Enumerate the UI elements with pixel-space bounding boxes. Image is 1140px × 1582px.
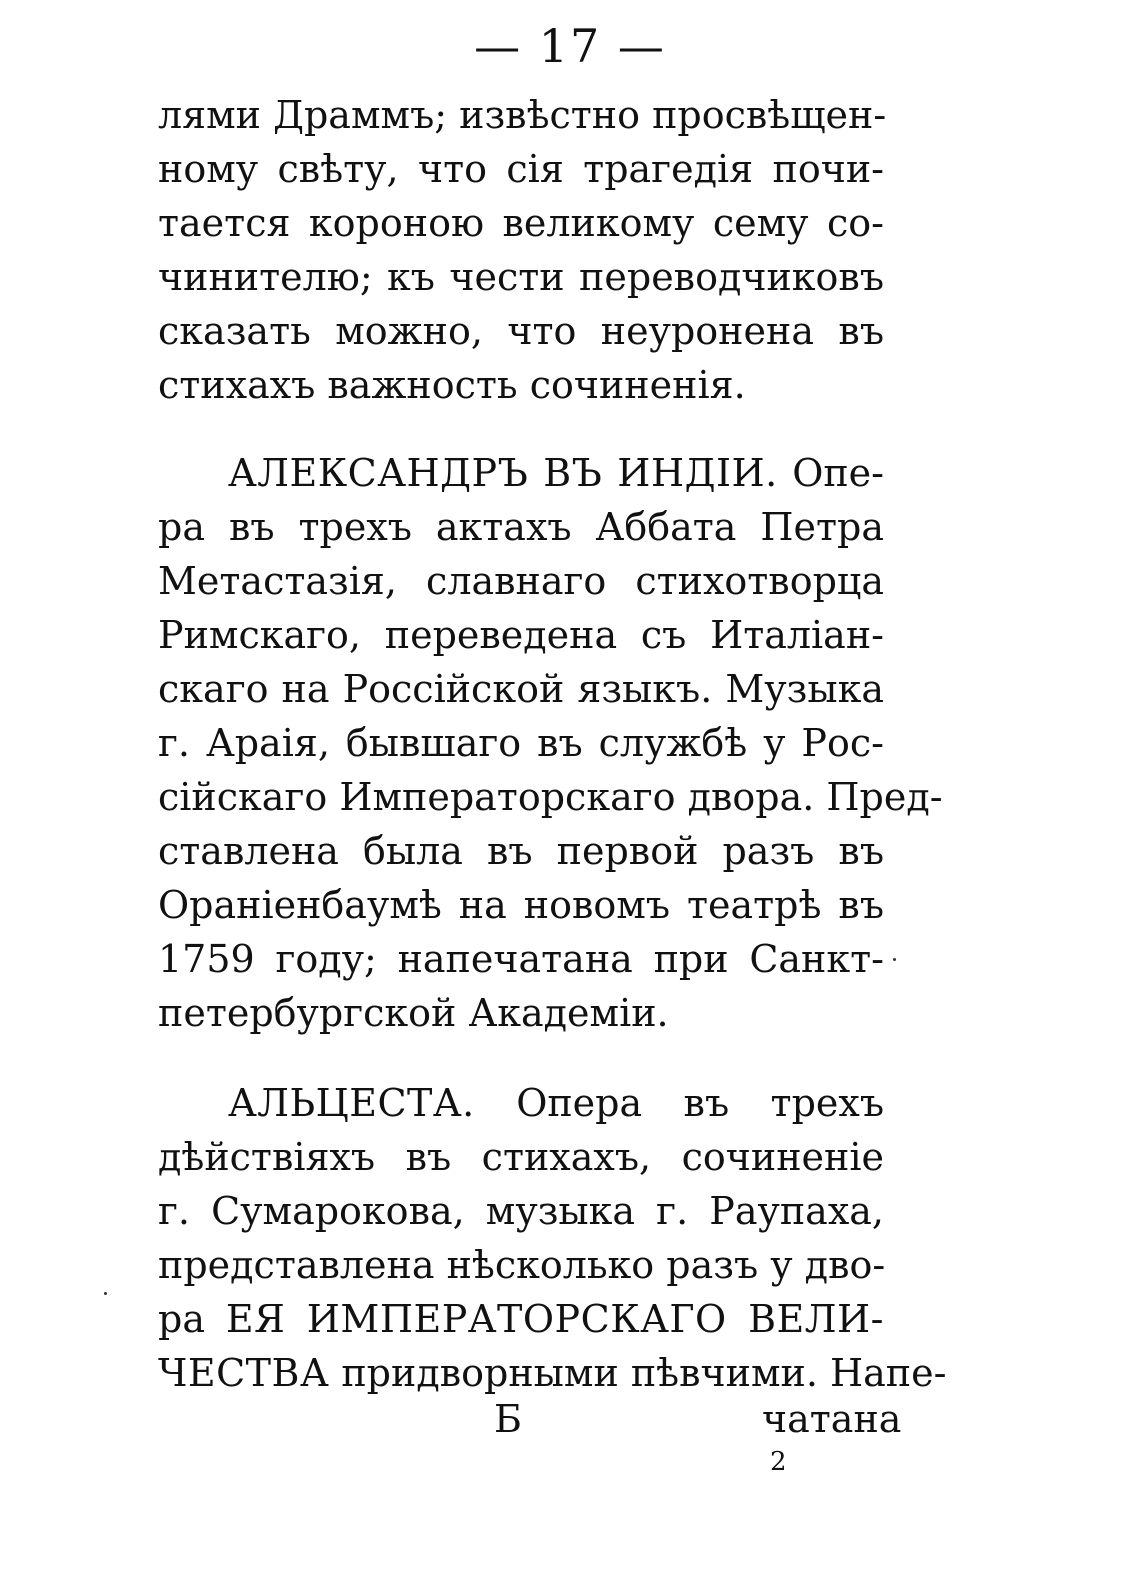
footer-line — [0, 1392, 1140, 1446]
text-line: 1759 году; напечатана при Санкт- — [158, 937, 884, 981]
entry-heading-continuation: Опера въ трехъ — [516, 1081, 884, 1125]
entry-first-line — [158, 1076, 884, 1130]
text-suffix: придворными пѣвчими. Напе- — [341, 1351, 947, 1395]
text-line: ному свѣту, что сія трагедія почи- — [158, 147, 884, 191]
entry-alceste — [158, 1076, 947, 1400]
text-line: скаго на Россійской языкъ. Музыка — [158, 667, 884, 711]
text-line: ставлена была въ первой разъ въ — [158, 829, 884, 873]
text-line: сійскаго Императорскаго двора. Пред- — [158, 775, 943, 819]
entry-first-line — [158, 446, 884, 500]
text-line: лями Драммъ; извѣстно просвѣщен- — [158, 93, 887, 137]
text-prefix: ра — [158, 1297, 205, 1341]
entry-alexander-in-india — [158, 446, 943, 1040]
paragraph-continuation — [158, 88, 887, 412]
text-line: петербургской Академіи. — [158, 991, 669, 1035]
text-line: дѣйствіяхъ въ стихахъ, сочиненіе — [158, 1135, 884, 1179]
gathering-number: 2 — [770, 1447, 787, 1477]
text-line: Ораніенбаумѣ на новомъ театрѣ въ — [158, 883, 884, 927]
text-line: ра въ трехъ актахъ Аббата Петра — [158, 505, 884, 549]
ink-speck — [893, 958, 896, 961]
entry-heading: АЛЕКСАНДРЪ ВЪ ИНДІИ. — [228, 451, 778, 495]
caps-title: ЕЯ ИМПЕРАТОРСКАГО ВЕЛИ- — [225, 1297, 884, 1341]
text-line: Метастазія, славнаго стихотворца — [158, 559, 884, 603]
catchword: чатана — [762, 1397, 902, 1441]
page-number: — 17 — — [474, 19, 666, 73]
text-line: чинителю; къ чести переводчиковъ — [158, 255, 884, 299]
entry-heading-continuation: Опе- — [792, 451, 884, 495]
text-line: г. Араія, бывшаго въ службѣ у Рос- — [158, 721, 884, 765]
text-line: стихахъ важность сочиненія. — [158, 363, 746, 407]
caps-title: ЧЕСТВА — [158, 1351, 330, 1395]
text-line: г. Сумарокова, музыка г. Раупаха, — [158, 1189, 884, 1233]
signature-mark: Б — [494, 1397, 522, 1441]
text-line: Римскаго, переведена съ Италіан- — [158, 613, 884, 657]
ink-speck — [104, 1292, 107, 1295]
text-line: представлена нѣсколько разъ у дво- — [158, 1243, 886, 1287]
text-line: тается короною великому сему со- — [158, 201, 884, 245]
text-line: сказать можно, что неуронена въ — [158, 309, 884, 353]
text-line — [158, 1292, 884, 1346]
entry-heading: АЛЬЦЕСТА. — [228, 1081, 475, 1125]
